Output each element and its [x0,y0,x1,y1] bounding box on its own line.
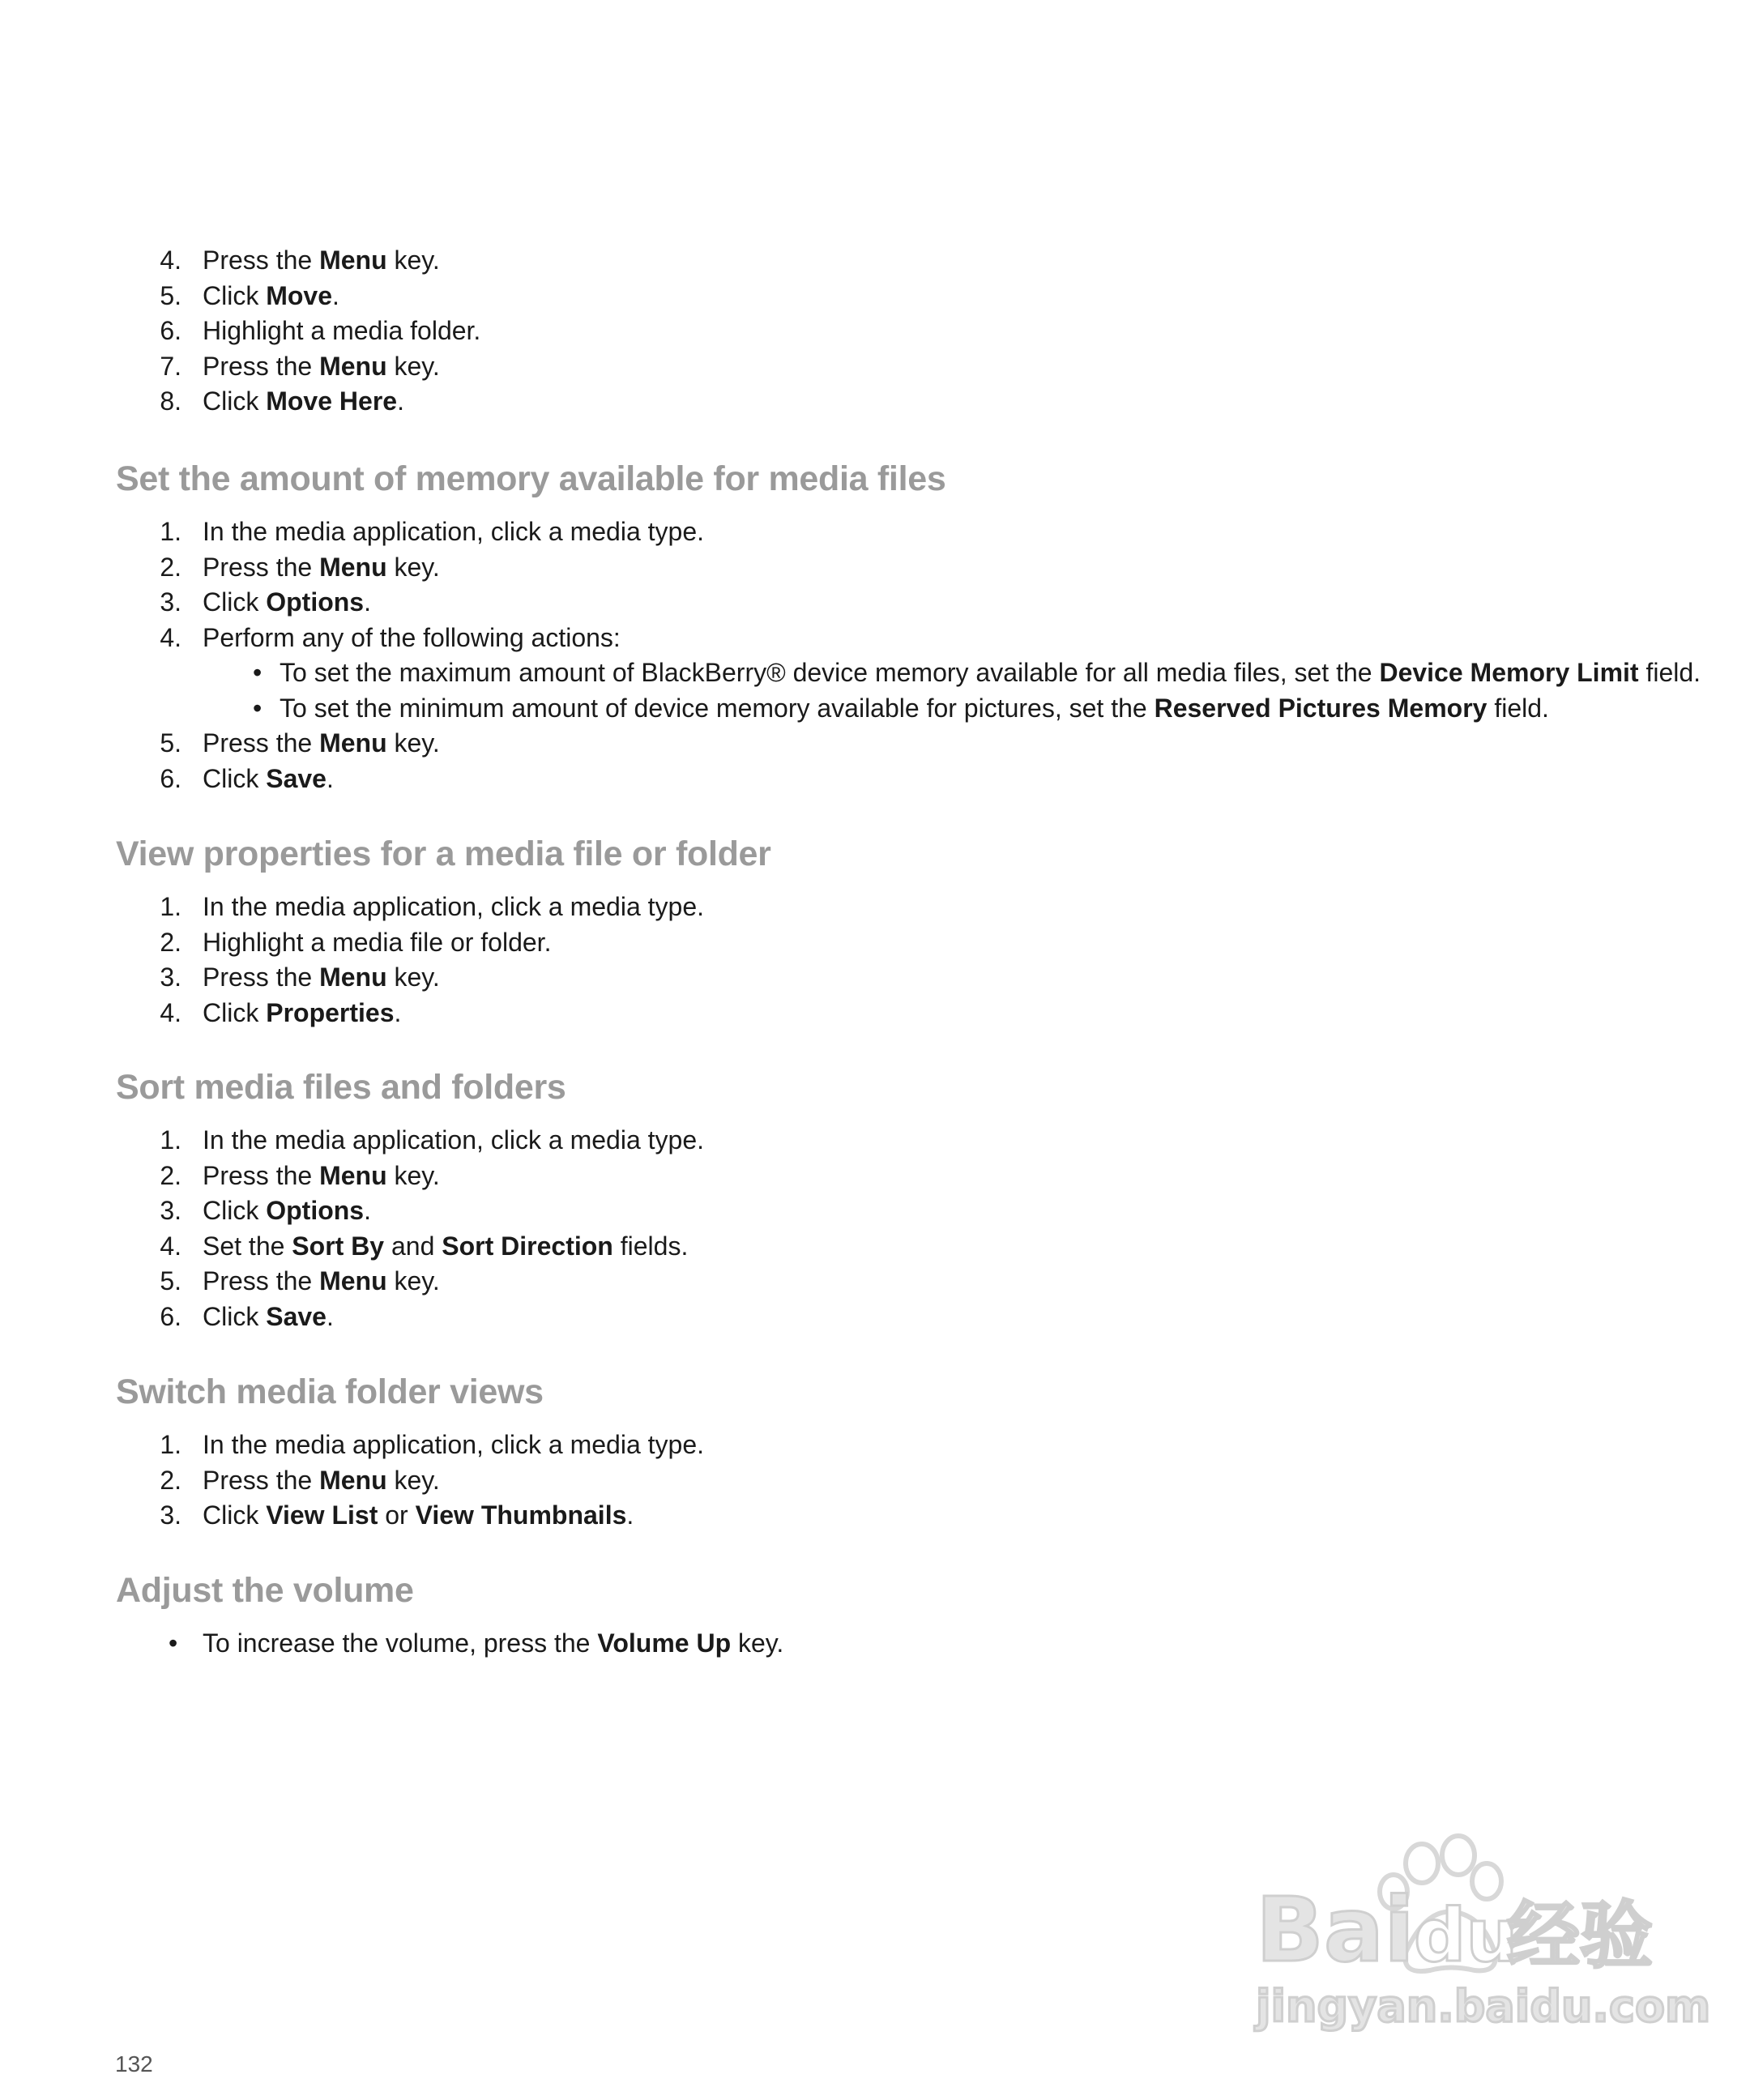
watermark-logo-text: Bai [1256,1878,1415,1982]
section-heading: Sort media files and folders [116,1068,566,1107]
bullet-marker: • [253,658,262,687]
step-number: 2. [160,552,181,582]
step-text [203,278,339,314]
ui-term: View Thumbnails [415,1500,627,1530]
numbered-step [0,1497,1750,1533]
step-text [203,242,440,278]
ui-term: Reserved Pictures Memory [1154,693,1488,723]
text-run: Highlight a media file or folder. [203,927,552,957]
text-run: key. [731,1628,784,1658]
step-number: 6. [160,1301,181,1331]
step-number: 8. [160,386,181,416]
step-text [203,584,371,620]
step-number: 4. [160,622,181,652]
step-text [203,348,440,384]
text-run: Perform any of the following actions: [203,622,621,652]
numbered-step [0,1193,1750,1228]
step-number: 3. [160,587,181,617]
numbered-step [0,1427,1750,1462]
step-number: 3. [160,1196,181,1225]
step-text [203,549,440,585]
step-text [203,1427,704,1462]
numbered-step [0,584,1750,620]
text-run: Click [203,280,267,310]
numbered-step [0,1263,1750,1299]
text-run: In the media application, click a media type. [203,1125,704,1155]
svg-text:du: du [1414,1893,1518,1978]
section-heading: Switch media folder views [116,1372,544,1411]
ui-term: Menu [319,1160,387,1190]
step-number: 5. [160,280,181,310]
step-text [280,690,1549,726]
text-run: Click [203,763,267,793]
step-text [203,1497,634,1533]
ui-term: Volume Up [597,1628,732,1658]
ui-term: Save [266,1301,327,1331]
step-number: 5. [160,1266,181,1295]
numbered-step [0,620,1750,655]
text-run: Highlight a media folder. [203,316,481,345]
bullet-item [0,655,1750,690]
text-run: . [397,386,404,416]
numbered-step [0,549,1750,585]
text-run: field. [1487,693,1549,723]
step-text [203,1263,440,1299]
numbered-step [0,1462,1750,1498]
step-text [203,889,704,924]
ui-term: Menu [319,1465,387,1495]
text-run: Press the [203,962,320,992]
step-text [203,959,440,995]
bullet-item [0,690,1750,726]
step-number: 1. [160,1125,181,1155]
ui-term: Move Here [266,386,398,416]
ui-term: View List [266,1500,378,1530]
text-run: Click [203,386,267,416]
text-run: key. [386,1465,440,1495]
text-run: . [326,1301,334,1331]
step-number: 4. [160,1231,181,1261]
numbered-step [0,514,1750,549]
text-run: To increase the volume, press the [203,1628,598,1658]
numbered-step [0,348,1750,384]
bullet-marker: • [169,1628,178,1658]
numbered-step [0,278,1750,314]
step-number: 3. [160,962,181,992]
ui-term: Device Memory Limit [1379,658,1639,687]
numbered-step [0,1299,1750,1334]
step-text [203,1625,783,1661]
text-run: To set the maximum amount of BlackBerry® device memory available for all media files, set the [280,658,1380,687]
text-run: key. [386,1160,440,1190]
text-run: In the media application, click a media type. [203,1430,704,1459]
step-number: 4. [160,997,181,1027]
text-run: Press the [203,552,320,582]
text-run: key. [386,962,440,992]
text-run: Press the [203,728,320,758]
numbered-step [0,959,1750,995]
text-run: Set the [203,1231,292,1261]
text-run: . [364,1196,371,1225]
step-text [203,514,704,549]
step-number: 6. [160,316,181,345]
text-run: . [326,763,334,793]
numbered-step [0,924,1750,960]
ui-term: Menu [319,728,387,758]
text-run: . [394,997,402,1027]
text-run: Click [203,997,267,1027]
step-text [203,1122,704,1158]
numbered-step [0,242,1750,278]
section-heading: Adjust the volume [116,1571,414,1610]
text-run: key. [386,1266,440,1295]
ui-term: Options [266,1196,365,1225]
numbered-step [0,1228,1750,1264]
step-text [203,1228,688,1264]
step-text [203,383,404,419]
text-run: and [384,1231,442,1261]
numbered-step [0,1122,1750,1158]
text-run: Click [203,587,267,617]
step-text [203,1193,371,1228]
step-number: 3. [160,1500,181,1530]
baidu-jingyan-watermark [1240,1831,1711,2042]
step-number: 6. [160,763,181,793]
step-text [203,1462,440,1498]
ui-term: Menu [319,245,387,275]
ui-term: Move [266,280,333,310]
numbered-step [0,383,1750,419]
section-heading: View properties for a media file or folder [116,834,771,873]
ui-term: Menu [319,1266,387,1295]
numbered-step [0,761,1750,796]
ui-term: Sort By [292,1231,385,1261]
numbered-step [0,725,1750,761]
step-number: 2. [160,1160,181,1190]
ui-term: Properties [266,997,395,1027]
ui-term: Menu [319,351,387,381]
ui-term: Menu [319,962,387,992]
page-number: 132 [115,2051,153,2077]
step-number: 1. [160,892,181,921]
step-text [203,620,621,655]
text-run: Press the [203,245,320,275]
step-number: 1. [160,1430,181,1459]
ui-term: Sort Direction [442,1231,613,1261]
step-number: 4. [160,245,181,275]
text-run: key. [386,245,440,275]
text-run: In the media application, click a media type. [203,892,704,921]
step-text [203,761,334,796]
step-text [203,1158,440,1193]
text-run: . [626,1500,634,1530]
step-number: 1. [160,517,181,546]
text-run: field. [1638,658,1701,687]
step-text [203,995,401,1031]
step-number: 2. [160,1465,181,1495]
text-run: . [364,587,371,617]
text-run: . [332,280,339,310]
numbered-step [0,1158,1750,1193]
step-text [203,725,440,761]
text-run: To set the minimum amount of device memory available for pictures, set the [280,693,1155,723]
ui-term: Save [266,763,327,793]
text-run: Click [203,1196,267,1225]
watermark-url-text: jingyan.baidu.com [1256,1981,1711,2032]
text-run: key. [386,351,440,381]
text-run: key. [386,728,440,758]
text-run: or [378,1500,416,1530]
text-run: In the media application, click a media type. [203,517,704,546]
bullet-marker: • [253,693,262,723]
text-run: Press the [203,1465,320,1495]
text-run: key. [386,552,440,582]
step-text [203,1299,334,1334]
numbered-step [0,313,1750,348]
text-run: Press the [203,351,320,381]
step-number: 7. [160,351,181,381]
ui-term: Options [266,587,365,617]
step-text [203,924,551,960]
text-run: Click [203,1301,267,1331]
ui-term: Menu [319,552,387,582]
text-run: Click [203,1500,267,1530]
bullet-item [0,1625,1750,1661]
step-number: 2. [160,927,181,957]
text-run: Press the [203,1266,320,1295]
numbered-step [0,995,1750,1031]
text-run: fields. [612,1231,689,1261]
text-run: Press the [203,1160,320,1190]
numbered-step [0,889,1750,924]
step-text [203,313,480,348]
section-heading: Set the amount of memory available for media files [116,459,946,498]
svg-text:经验: 经验 [1507,1893,1653,1978]
step-text [280,655,1701,690]
step-number: 5. [160,728,181,758]
